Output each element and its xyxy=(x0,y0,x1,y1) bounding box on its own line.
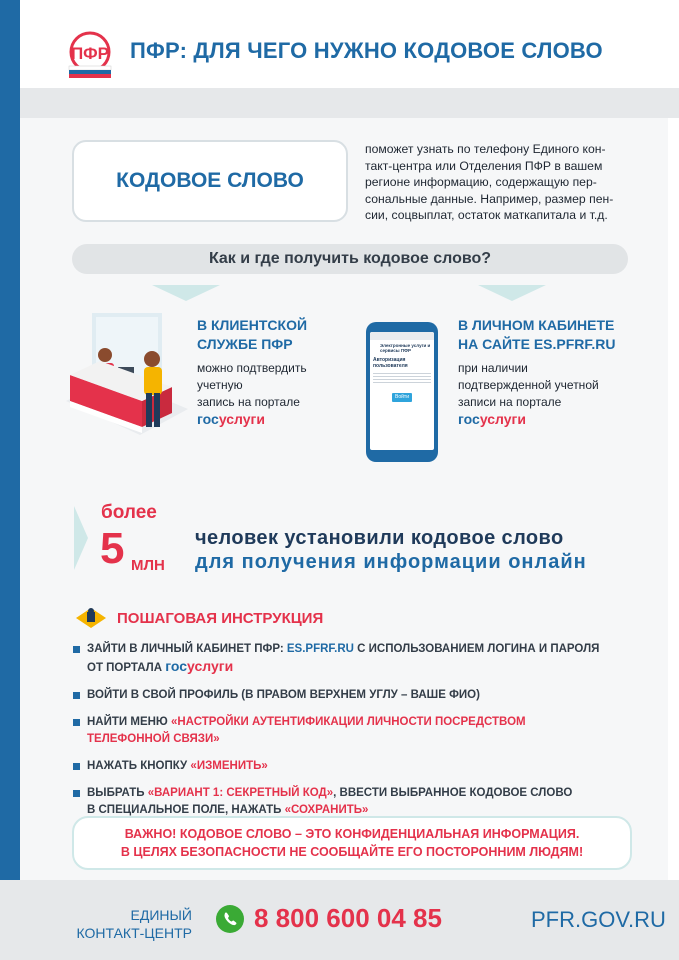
question-banner xyxy=(72,244,628,274)
stat-arrow xyxy=(74,506,88,570)
step-highlight: ТЕЛЕФОННОЙ СВЯЗИ» xyxy=(87,733,220,745)
step-text: В СПЕЦИАЛЬНОЕ ПОЛЕ, НАЖАТЬ xyxy=(87,804,285,816)
pfr-site-link[interactable]: PFR.GOV.RU xyxy=(531,907,666,932)
option-text-line: подтвержденной учетной xyxy=(458,378,599,392)
screen-auth-title: Авторизация пользователя xyxy=(373,357,408,369)
contact-label-line: ЕДИНЫЙ xyxy=(130,907,192,923)
smartphone-illustration xyxy=(366,322,438,462)
gosuslugi-logo[interactable] xyxy=(197,411,357,427)
screen-heading: Электронные услуги и сервисы ПФР xyxy=(380,343,431,353)
step-text: С ИСПОЛЬЗОВАНИЕМ ЛОГИНА И ПАРОЛЯ xyxy=(353,643,600,655)
hotline-number[interactable]: 8 800 600 04 85 xyxy=(254,903,442,933)
option-text-line: при наличии xyxy=(458,361,528,375)
gosuslugi-part: гос xyxy=(165,658,188,674)
list-item xyxy=(73,785,633,819)
list-item xyxy=(73,714,633,748)
screen-login-button[interactable]: Войти xyxy=(392,393,412,402)
pfr-logo-icon xyxy=(64,30,116,80)
contact-label-line: КОНТАКТ-ЦЕНТР xyxy=(76,925,192,941)
instructions-list xyxy=(73,641,633,829)
codeword-label: КОДОВОЕ СЛОВО xyxy=(116,169,304,192)
warning-box xyxy=(72,816,632,870)
option-title-line: В ЛИЧНОМ КАБИНЕТЕ xyxy=(458,317,615,333)
list-item xyxy=(73,641,633,677)
gosuslugi-logo[interactable] xyxy=(165,658,233,674)
screen-text-lines xyxy=(373,373,431,385)
stat-number: 5 xyxy=(100,524,125,573)
header-divider-band xyxy=(20,88,679,118)
gosuslugi-part: услуги xyxy=(218,411,265,427)
step-highlight: «ИЗМЕНИТЬ» xyxy=(190,760,268,772)
service-desk-illustration xyxy=(60,305,192,455)
option-title-line: НА САЙТЕ ES.PFRF.RU xyxy=(458,336,616,352)
option-title-line: СЛУЖБЕ ПФР xyxy=(197,336,293,352)
contact-center-label xyxy=(72,906,192,942)
step-text: ВОЙТИ В СВОЙ ПРОФИЛЬ (В ПРАВОМ ВЕРХНЕМ УГЛУ – ВАШЕ ФИО) xyxy=(87,689,480,701)
codeword-box xyxy=(72,140,348,222)
step-text: НАЖАТЬ КНОПКУ xyxy=(87,760,191,772)
left-accent-bar xyxy=(0,0,20,960)
step-text: , ВВЕСТИ ВЫБРАННОЕ КОДОВОЕ СЛОВО xyxy=(333,787,573,799)
description-line: такт-центра или Отделения ПФР в вашем xyxy=(365,158,603,173)
description-line: сии, соцвыплат, остаток маткапитала и т.д. xyxy=(365,208,608,222)
option-client-service xyxy=(197,316,357,427)
gosuslugi-part: услуги xyxy=(187,658,234,674)
stat-prefix: более xyxy=(101,502,157,523)
codeword-description xyxy=(365,141,627,224)
description-line: сональные данные. Например, размер пен- xyxy=(365,191,614,206)
option-personal-cabinet xyxy=(458,316,638,427)
option-text-line: учетную xyxy=(197,378,243,392)
gosuslugi-part: гос xyxy=(458,411,480,427)
step-highlight: «ВАРИАНТ 1: СЕКРЕТНЫЙ КОД» xyxy=(147,787,334,799)
gosuslugi-logo[interactable] xyxy=(458,411,638,427)
whatsapp-phone-icon xyxy=(216,905,244,933)
warning-line: В ЦЕЛЯХ БЕЗОПАСНОСТИ НЕ СООБЩАЙТЕ ЕГО ПОСТОРОННИМ ЛЮДЯМ! xyxy=(120,845,584,859)
instruction-icon xyxy=(74,606,108,630)
step-text: НАЙТИ МЕНЮ xyxy=(87,716,171,728)
step-highlight: «НАСТРОЙКИ АУТЕНТИФИКАЦИИ ЛИЧНОСТИ ПОСРЕДСТВОМ xyxy=(170,716,526,728)
page-title: ПФР: ДЛЯ ЧЕГО НУЖНО КОДОВОЕ СЛОВО xyxy=(130,38,603,63)
option-text-line: запись на портале xyxy=(197,395,300,409)
phone-screen xyxy=(370,332,434,450)
gosuslugi-part: гос xyxy=(197,411,219,427)
gosuslugi-part: услуги xyxy=(479,411,526,427)
es-pfrf-link[interactable]: ES.PFRF.RU xyxy=(286,643,354,655)
list-item xyxy=(73,687,633,704)
logo-text: ПФР xyxy=(70,44,110,63)
stat-line-2: для получения информации онлайн xyxy=(195,551,587,573)
stat-unit: МЛН xyxy=(131,557,165,574)
option-text-line: можно подтвердить xyxy=(197,361,307,375)
step-text: ВЫБРАТЬ xyxy=(87,787,148,799)
stat-line-1: человек установили кодовое слово xyxy=(195,527,564,549)
pointer-right xyxy=(478,285,546,301)
pointer-left xyxy=(152,285,220,301)
description-line: регионе информацию, содержащую пер- xyxy=(365,175,597,189)
browser-bar xyxy=(370,332,434,340)
description-line: поможет узнать по телефону Единого кон- xyxy=(365,142,606,156)
question-text: Как и где получить кодовое слово? xyxy=(208,250,492,267)
step-highlight: «СОХРАНИТЬ» xyxy=(284,804,369,816)
step-text: ОТ ПОРТАЛА xyxy=(87,662,166,674)
warning-line: ВАЖНО! КОДОВОЕ СЛОВО – ЭТО КОНФИДЕНЦИАЛЬНАЯ ИНФОРМАЦИЯ. xyxy=(124,827,580,841)
option-title-line: В КЛИЕНТСКОЙ xyxy=(197,317,308,333)
list-item xyxy=(73,758,633,775)
step-text: ЗАЙТИ В ЛИЧНЫЙ КАБИНЕТ ПФР: xyxy=(87,643,287,655)
option-text-line: записи на портале xyxy=(458,395,562,409)
instructions-title: ПОШАГОВАЯ ИНСТРУКЦИЯ xyxy=(117,610,324,627)
